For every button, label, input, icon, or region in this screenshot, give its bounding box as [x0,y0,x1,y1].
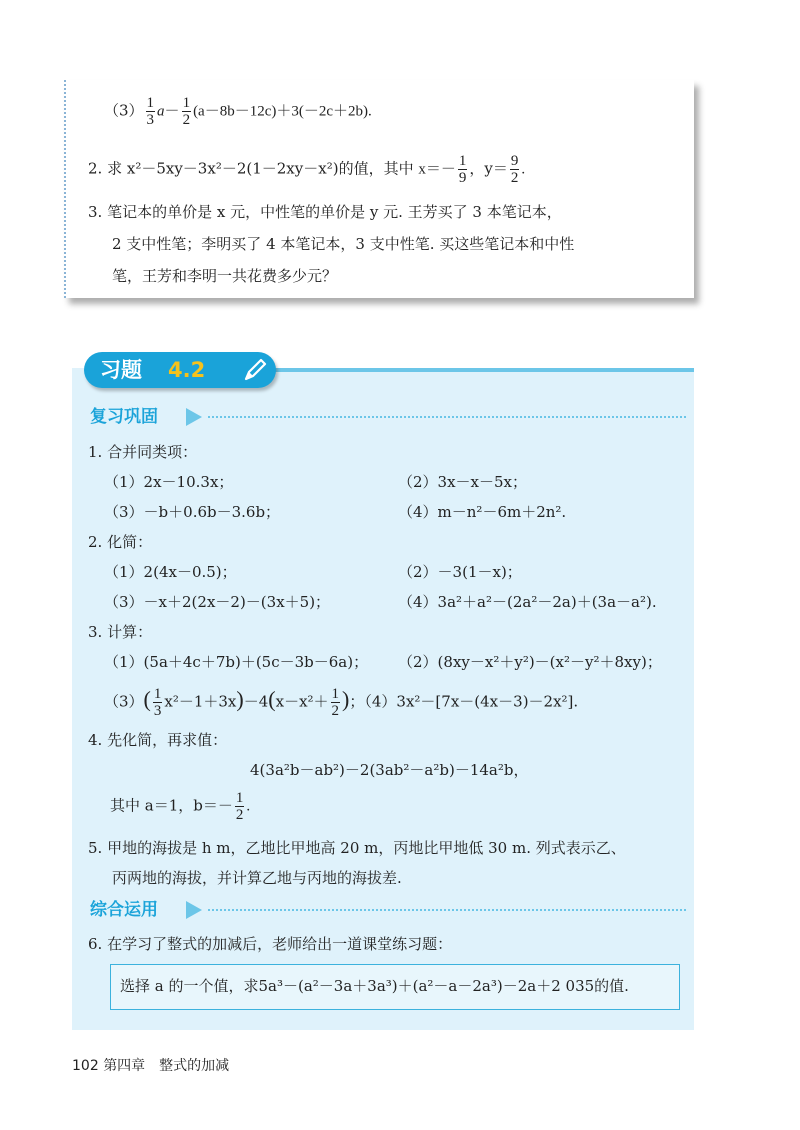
q3-item-1: （1）(5a＋4c＋7b)＋(5c－3b－6a)； [104,653,369,671]
question-text: 笔记本的单价是 x 元，中性笔的单价是 y 元. 王芳买了 3 本笔记本， [107,203,562,221]
q2-head: 2. 化简： [88,533,153,551]
exercise-number: 4.2 [168,358,206,382]
q1-item-4: （4）m－n²－6m＋2n². [398,503,567,521]
q1-item-1: （1）2x－10.3x； [104,473,234,491]
q3-item-4: ；（4）3x²－[7x－(4x－3)－2x²]. [349,692,579,711]
question-number: 3. [88,203,103,221]
q3-head: 3. 计算： [88,623,153,641]
section-divider [208,416,686,418]
q2-item-3: （3）－x＋2(2x－2)－(3x＋5)； [104,593,331,611]
question-number: 2. [88,159,103,178]
expression: x－x²＋ [275,692,329,711]
fraction: $\frac{1}{2}$ [235,790,244,823]
q1-item-2: （2）3x－x－5x； [398,473,528,491]
fraction: $\frac{1}{3}$ [146,95,155,128]
q5-line2: 丙两地的海拔，并计算乙地与丙地的海拔差. [112,869,402,887]
exercise-title: 习题 [100,358,142,382]
expression: (a－8b－12c)＋3(－2c＋2b). [193,103,372,120]
fraction: $\frac{1}{2}$ [331,686,340,719]
q1-head: 1. 合并同类项： [88,443,198,461]
q3-item-3: （3）( $\frac{1}{3}$ x²－1＋3x)－4(x－x²＋ $\frac{1}{2}$ )；（4）3x²－[7x－(4x－3)－2x²]. [104,686,579,719]
page-number: 102 [72,1058,99,1074]
q2-item-4: （4）3a²＋a²－(2a²－2a)＋(3a－a²). [398,593,657,611]
expression: x²－1＋3x [164,692,237,711]
q3-line1 [88,200,562,224]
q4-head: 4. 先化简，再求值： [88,731,228,749]
page-footer [72,1056,229,1076]
fraction: $\frac{1}{3}$ [153,686,162,719]
panel-top-rule [270,368,694,372]
q1-item-3: （3）－b＋0.6b－3.6b； [104,503,281,521]
condition-text: 其中 a＝1，b＝－ [110,796,233,815]
item-label: （3） [104,692,144,711]
x-value-label: x＝－ [418,161,456,178]
section-heading-review: 复习巩固 [90,407,158,427]
pencil-icon [240,355,270,385]
q3-line3: 笔，王芳和李明一共花费多少元？ [112,267,338,285]
chapter-title: 第四章 整式的加减 [103,1058,230,1074]
q6-problem-text: 选择 a 的一个值，求5a³－(a²－3a＋3a³)＋(a²－a－2a³)－2a＋2 035的值. [120,977,629,995]
fraction: $\frac{1}{9}$ [458,153,467,186]
q3-line2: 2 支中性笔；李明买了 4 本笔记本，3 支中性笔. 买这些笔记本和中性 [112,235,575,253]
item-label: （3） [104,101,144,120]
section-heading-application: 综合运用 [90,900,158,920]
q1-3-line: （3） $\frac{1}{3}$ a－ $\frac{1}{2}$ (a－8b－12c)＋3(－2c＋2b). [104,95,372,128]
q5-line1: 5. 甲地的海拔是 h m，乙地比甲地高 20 m，丙地比甲地低 30 m. 列式表示乙、 [88,839,626,857]
q2-item-1: （1）2(4x－0.5)； [104,563,237,581]
section-arrow-icon [186,901,202,919]
q2-item-2: （2）－3(1－x)； [398,563,522,581]
expression: －4 [243,692,269,711]
q3-item-2: （2）(8xy－x²＋y²)－(x²－y²＋8xy)； [398,653,662,671]
question-text: 求 x²－5xy－3x²－2(1－2xy－x²)的值，其中 [107,159,414,178]
q4-expression: 4(3a²b－ab²)－2(3ab²－a²b)－14a²b， [250,761,529,779]
q2-line: 2. 求 x²－5xy－3x²－2(1－2xy－x²)的值，其中 x＝－ $\frac{1}{9}$ ，y＝ $\frac{9}{2}$ . [88,153,526,186]
fraction: $\frac{1}{2}$ [182,95,191,128]
section-arrow-icon [186,408,202,426]
section-divider [208,909,686,911]
q4-condition: 其中 a＝1，b＝－ $\frac{1}{2}$ . [110,790,251,823]
q6-head: 6. 在学习了整式的加减后，老师给出一道课堂练习题： [88,935,453,953]
fraction: $\frac{9}{2}$ [510,153,519,186]
y-value-label: ，y＝ [469,159,508,178]
